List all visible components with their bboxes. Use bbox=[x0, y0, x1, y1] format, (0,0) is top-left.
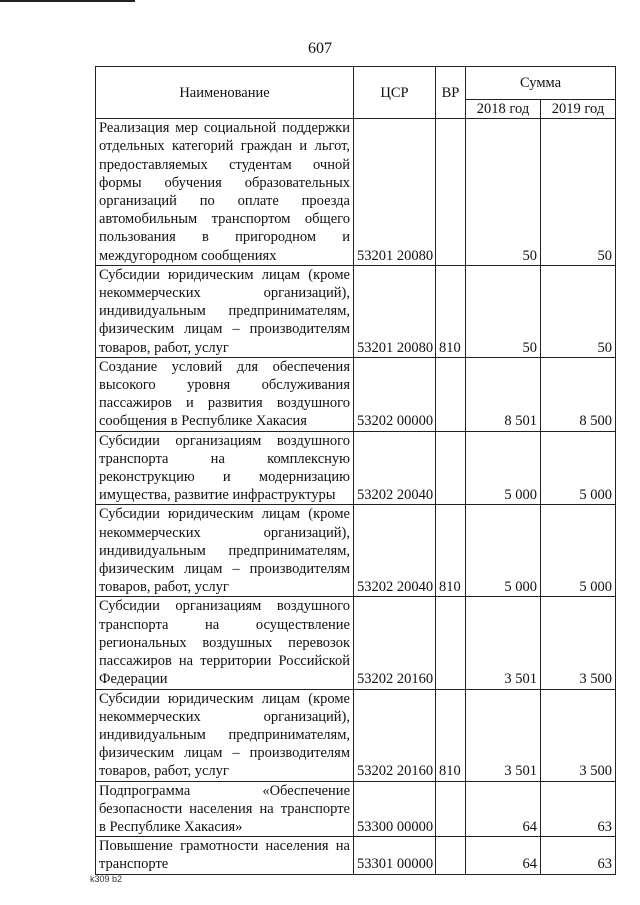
row-name: Подпрограмма «Обеспечение безопасности населения на транспорте в Республике Хакасия» bbox=[96, 781, 354, 837]
row-csr: 53202 20040 bbox=[354, 431, 436, 505]
row-name: Создание условий для обеспечения высокого уровня обслуживания пассажиров и развития воздушного сообщения в Республике Хакасия bbox=[96, 357, 354, 431]
row-csr: 53201 20080 bbox=[354, 265, 436, 357]
row-2019: 63 bbox=[541, 781, 616, 837]
row-2018: 5 000 bbox=[466, 505, 541, 597]
row-vr: 810 bbox=[436, 689, 466, 781]
row-2019: 3 500 bbox=[541, 597, 616, 689]
row-name: Субсидии юридическим лицам (кроме некоммерческих организаций), индивидуальным предпринимателям, физическим лицам – производителям товаров, работ, услуг bbox=[96, 265, 354, 357]
table-row bbox=[96, 357, 616, 431]
row-csr: 53301 00000 bbox=[354, 837, 436, 874]
table-row bbox=[96, 505, 616, 597]
table-row bbox=[96, 689, 616, 781]
row-2019: 3 500 bbox=[541, 689, 616, 781]
row-csr: 53202 00000 bbox=[354, 357, 436, 431]
row-vr bbox=[436, 781, 466, 837]
budget-table bbox=[95, 66, 616, 875]
row-2018: 50 bbox=[466, 119, 541, 266]
row-2018: 64 bbox=[466, 837, 541, 874]
row-name: Реализация мер социальной поддержки отдельных категорий граждан и льгот, предоставляемых студентам очной формы обучения образовательных организаций по оплате проезда автомобильным транспортом общего пользования в пригородном и междугородном сообщениях bbox=[96, 119, 354, 266]
row-2019: 8 500 bbox=[541, 357, 616, 431]
row-name: Субсидии организациям воздушного транспорта на комплексную реконструкцию и модернизацию имущества, развитие инфраструктуры bbox=[96, 431, 354, 505]
row-2019: 5 000 bbox=[541, 431, 616, 505]
header-vr: ВР bbox=[436, 67, 466, 119]
header-sum: Сумма bbox=[466, 67, 616, 100]
table-row bbox=[96, 597, 616, 689]
row-vr: 810 bbox=[436, 505, 466, 597]
table-row bbox=[96, 781, 616, 837]
row-name: Повышение грамотности населения на транспорте bbox=[96, 837, 354, 874]
header-year-2019: 2019 год bbox=[541, 100, 616, 119]
row-csr: 53202 20160 bbox=[354, 689, 436, 781]
row-csr: 53300 00000 bbox=[354, 781, 436, 837]
row-2018: 5 000 bbox=[466, 431, 541, 505]
header-name: Наименование bbox=[96, 67, 354, 119]
row-vr: 810 bbox=[436, 265, 466, 357]
footer-code: k309 b2 bbox=[90, 874, 123, 884]
row-name: Субсидии юридическим лицам (кроме некоммерческих организаций), индивидуальным предпринимателям, физическим лицам – производителям товаров, работ, услуг bbox=[96, 505, 354, 597]
table-row bbox=[96, 119, 616, 266]
row-vr bbox=[436, 431, 466, 505]
row-name: Субсидии организациям воздушного транспорта на осуществление региональных воздушных перевозок пассажиров на территории Российской Федерации bbox=[96, 597, 354, 689]
table-row bbox=[96, 837, 616, 874]
row-2018: 64 bbox=[466, 781, 541, 837]
page-number: 607 bbox=[308, 40, 332, 57]
row-csr: 53202 20040 bbox=[354, 505, 436, 597]
row-2018: 8 501 bbox=[466, 357, 541, 431]
row-2018: 3 501 bbox=[466, 689, 541, 781]
header-csr: ЦСР bbox=[354, 67, 436, 119]
row-vr bbox=[436, 597, 466, 689]
row-2019: 50 bbox=[541, 265, 616, 357]
table-row bbox=[96, 431, 616, 505]
row-csr: 53201 20080 bbox=[354, 119, 436, 266]
row-2019: 63 bbox=[541, 837, 616, 874]
top-rule bbox=[0, 0, 135, 2]
row-2019: 5 000 bbox=[541, 505, 616, 597]
row-2018: 3 501 bbox=[466, 597, 541, 689]
row-vr bbox=[436, 357, 466, 431]
row-name: Субсидии юридическим лицам (кроме некоммерческих организаций), индивидуальным предпринимателям, физическим лицам – производителям товаров, работ, услуг bbox=[96, 689, 354, 781]
row-2019: 50 bbox=[541, 119, 616, 266]
table-row bbox=[96, 265, 616, 357]
row-vr bbox=[436, 837, 466, 874]
row-2018: 50 bbox=[466, 265, 541, 357]
row-vr bbox=[436, 119, 466, 266]
row-csr: 53202 20160 bbox=[354, 597, 436, 689]
header-year-2018: 2018 год bbox=[466, 100, 541, 119]
